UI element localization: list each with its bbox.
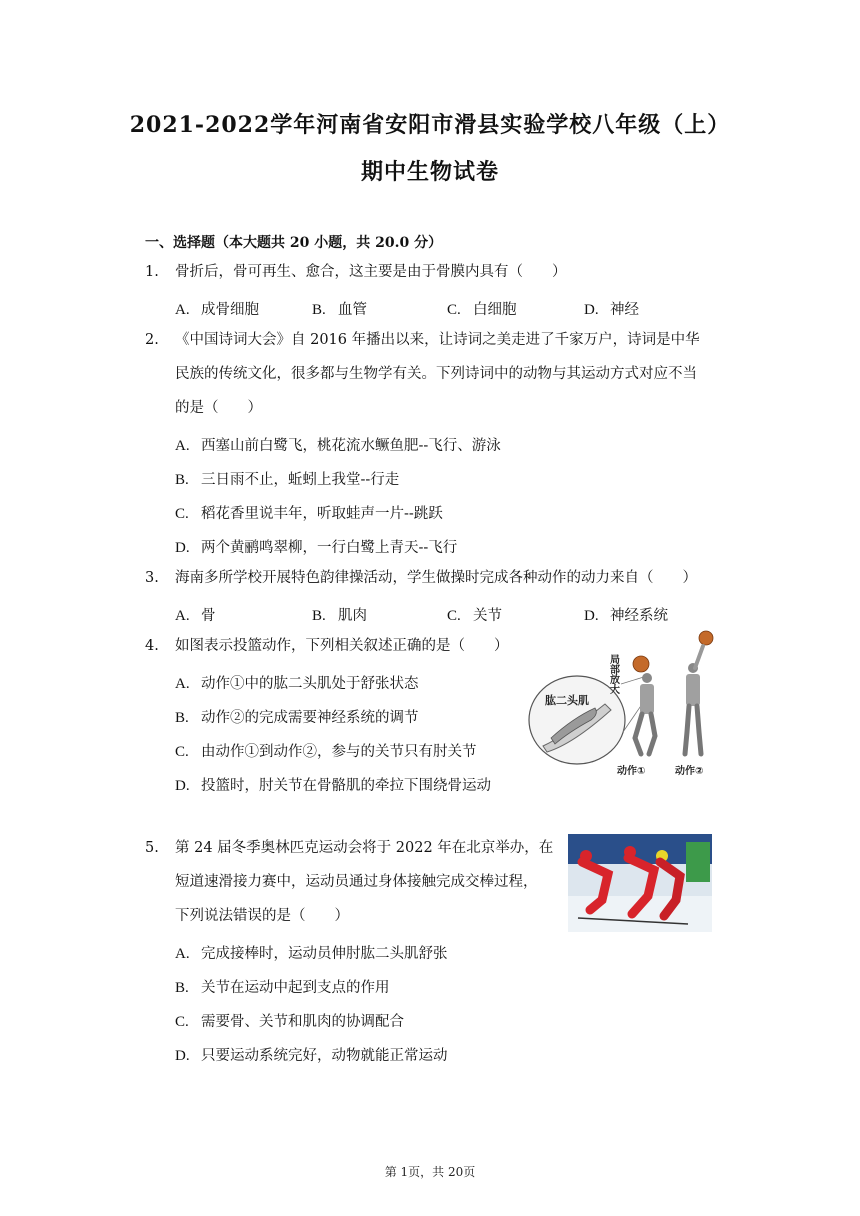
question-number: 3. [145, 570, 159, 586]
player-2-arm [695, 646, 703, 668]
option-b [312, 604, 367, 625]
option-text: 骨 [201, 608, 216, 624]
option-text: 肌肉 [338, 608, 367, 624]
option-label: A. [175, 946, 190, 962]
option-label: D. [175, 540, 190, 556]
question-text-line: 第 24 届冬季奥林匹克运动会将于 2022 年在北京举办，在 [175, 840, 554, 856]
player-2-legs [685, 706, 701, 754]
option-label: B. [312, 608, 326, 624]
question-number: 5. [145, 840, 159, 856]
option-label: D. [584, 608, 599, 624]
question-text-line: 民族的传统文化，很多都与生物学有关。下列诗词中的动物与其运动方式对应不当 [175, 366, 697, 382]
caption-action-1: 动作① [617, 766, 646, 777]
option-c [447, 604, 502, 625]
option-d [584, 298, 639, 319]
option-a [175, 672, 419, 693]
question-text-line: 《中国诗词大会》自 2016 年播出以来，让诗词之美走进了千家万户，诗词是中华 [175, 332, 700, 348]
option-text: 完成接棒时，运动员伸肘肱二头肌舒张 [201, 946, 448, 962]
option-label: A. [175, 302, 190, 318]
option-c [175, 502, 443, 523]
option-text: 动作②的完成需要神经系统的调节 [201, 710, 419, 726]
option-label: C. [175, 506, 189, 522]
player-1-body [640, 684, 654, 714]
option-c [175, 740, 477, 761]
option-label: A. [175, 438, 190, 454]
option-label: D. [175, 778, 190, 794]
option-label: C. [175, 1014, 189, 1030]
option-a [175, 942, 448, 963]
option-text: 动作①中的肱二头肌处于舒张状态 [201, 676, 419, 692]
option-d [175, 1044, 448, 1065]
basketball-1 [633, 656, 649, 672]
basketball-2 [699, 631, 713, 645]
option-label: A. [175, 676, 190, 692]
option-text: 关节在运动中起到支点的作用 [201, 980, 390, 996]
question-text-line: 短道速滑接力赛中，运动员通过身体接触完成交棒过程， [175, 874, 538, 890]
option-c [447, 298, 517, 319]
option-text: 两个黄鹂鸣翠柳，一行白鹭上青天--飞行 [201, 540, 458, 556]
option-label: C. [447, 302, 461, 318]
basketball-figure [525, 628, 725, 778]
option-text: 由动作①到动作②，参与的关节只有肘关节 [201, 744, 477, 760]
option-label: C. [175, 744, 189, 760]
option-label: B. [312, 302, 326, 318]
player-1-head [642, 673, 652, 683]
option-b [175, 468, 399, 489]
option-d [584, 604, 668, 625]
question-number: 1. [145, 264, 159, 280]
exam-title-line-1: 2021-2022学年河南省安阳市滑县实验学校八年级（上） [129, 112, 731, 138]
option-text: 投篮时，肘关节在骨骼肌的牵拉下围绕骨运动 [201, 778, 491, 794]
option-text: 只要运动系统完好，动物就能正常运动 [201, 1048, 448, 1064]
question-number: 4. [145, 638, 159, 654]
option-label: B. [175, 710, 189, 726]
option-label: B. [175, 980, 189, 996]
option-text: 神经 [610, 302, 639, 318]
question-number: 2. [145, 332, 159, 348]
zoom-label: 局部放大 [607, 654, 619, 694]
question-text: 海南多所学校开展特色韵律操活动，学生做操时完成各种动作的动力来自（ ） [175, 570, 697, 586]
option-d [175, 536, 457, 557]
exam-title-line-2: 期中生物试卷 [360, 159, 499, 185]
option-label: D. [584, 302, 599, 318]
arena-sign [686, 842, 710, 882]
option-a [175, 434, 501, 455]
question-text: 骨折后，骨可再生、愈合，这主要是由于骨膜内具有（ ） [175, 264, 567, 280]
option-label: A. [175, 608, 190, 624]
option-text: 成骨细胞 [201, 302, 259, 318]
page-footer: 第 1页，共 20页 [384, 1165, 476, 1179]
option-label: C. [447, 608, 461, 624]
player-2-body [686, 674, 700, 706]
option-text: 三日雨不止，蚯蚓上我堂--行走 [201, 472, 400, 488]
section-heading: 一、选择题（本大题共 20 小题，共 20.0 分） [145, 235, 443, 251]
option-text: 西塞山前白鹭飞，桃花流水鳜鱼肥--飞行、游泳 [201, 438, 501, 454]
option-d [175, 774, 491, 795]
option-a [175, 604, 216, 625]
muscle-label: 肱二头肌 [545, 694, 589, 707]
speed-skating-photo [568, 834, 712, 932]
question-text-line: 的是（ ） [175, 400, 262, 416]
option-label: B. [175, 472, 189, 488]
option-text: 需要骨、关节和肌肉的协调配合 [201, 1014, 404, 1030]
option-text: 关节 [473, 608, 502, 624]
option-a [175, 298, 259, 319]
option-text: 白细胞 [473, 302, 517, 318]
question-text-line: 下列说法错误的是（ ） [175, 908, 349, 924]
option-b [312, 298, 367, 319]
option-label: D. [175, 1048, 190, 1064]
option-text: 神经系统 [610, 608, 668, 624]
option-text: 血管 [338, 302, 367, 318]
option-b [175, 706, 419, 727]
option-b [175, 976, 390, 997]
player-1-legs [635, 714, 655, 754]
question-text: 如图表示投篮动作，下列相关叙述正确的是（ ） [175, 638, 509, 654]
option-text: 稻花香里说丰年，听取蛙声一片--跳跃 [201, 506, 443, 522]
option-c [175, 1010, 404, 1031]
caption-action-2: 动作② [675, 766, 704, 777]
